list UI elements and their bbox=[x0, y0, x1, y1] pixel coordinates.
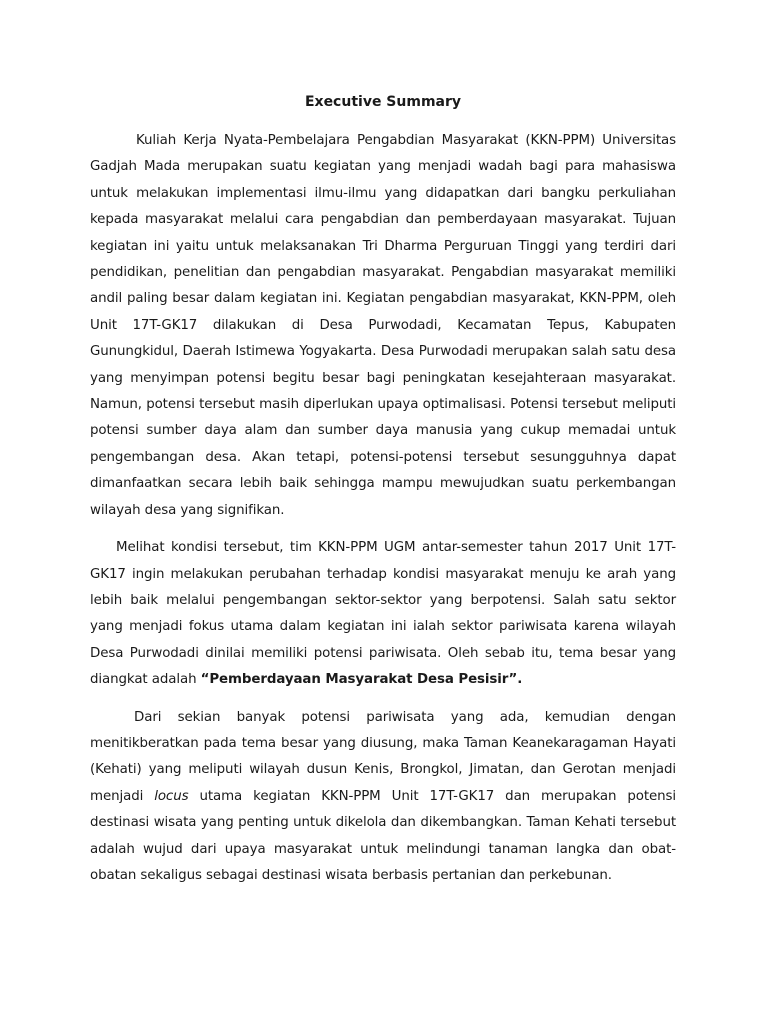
page-title: Executive Summary bbox=[304, 94, 462, 110]
paragraph-2 bbox=[90, 535, 676, 693]
paragraph-3-text-start: Dari sekian banyak potensi pariwisata yang ada, kemudian dengan menitikberatkan pada tema besar yang diusung, maka Taman Keanekaragaman Hayati (Kehati) yang meliputi wilayah dusun Kenis, Brongkol, Jimatan, dan Gerotan menjadi menjadi bbox=[90, 709, 676, 804]
locus-italic: locus bbox=[154, 788, 189, 804]
theme-emphasis: “Pemberdayaan Masyarakat Desa Pesisir”. bbox=[200, 672, 523, 688]
paragraph-1: Kuliah Kerja Nyata-Pembelajara Pengabdian Masyarakat (KKN-PPM) Universitas Gadjah Mada merupakan suatu kegiatan yang menjadi wadah bagi para mahasiswa untuk melakukan implementasi ilmu-ilmu yang didapatkan dari bangku perkuliahan kepada masyarakat melalui cara pengabdian dan pemberdayaan masyarakat. Tujuan kegiatan ini yaitu untuk melaksanakan Tri Dharma Perguruan Tinggi yang terdiri dari pendidikan, penelitian dan pengabdian masyarakat. Pengabdian masyarakat memiliki andil paling besar dalam kegiatan ini. Kegiatan pengabdian masyarakat, KKN-PPM, oleh Unit 17T-GK17 dilakukan di Desa Purwodadi, Kecamatan Tepus, Kabupaten Gunungkidul, Daerah Istimewa Yogyakarta. Desa Purwodadi merupakan salah satu desa yang menyimpan potensi begitu besar bagi peningkatan kesejahteraan masyarakat. Namun, potensi tersebut masih diperlukan upaya optimalisasi. Potensi tersebut meliputi potensi sumber daya alam dan sumber daya manusia yang cukup memadai untuk pengembangan desa. Akan tetapi, potensi-potensi tersebut sesungguhnya dapat dimanfaatkan secara lebih baik sehingga mampu mewujudkan suatu perkembangan wilayah desa yang signifikan. bbox=[90, 133, 676, 518]
document-page bbox=[90, 88, 676, 889]
paragraph-2-text: Melihat kondisi tersebut, tim KKN-PPM UGM antar-semester tahun 2017 Unit 17T-GK17 ingin melakukan perubahan terhadap kondisi masyarakat menuju ke arah yang lebih baik melalui pengembangan sektor-sektor yang berpotensi. Salah satu sektor yang menjadi fokus utama dalam kegiatan ini ialah sektor pariwisata karena wilayah Desa Purwodadi dinilai memiliki potensi pariwisata. Oleh sebab itu, tema besar yang diangkat adalah bbox=[90, 540, 676, 688]
paragraph-3-text-end: utama kegiatan KKN-PPM Unit 17T-GK17 dan merupakan potensi destinasi wisata yang penting untuk dikelola dan dikembangkan. Taman Kehati tersebut adalah wujud dari upaya masyarakat untuk melindungi tanaman langka dan obat-obatan sekaligus sebagai destinasi wisata berbasis pertanian dan perkebunan. bbox=[90, 788, 677, 883]
paragraph-3 bbox=[90, 705, 676, 890]
